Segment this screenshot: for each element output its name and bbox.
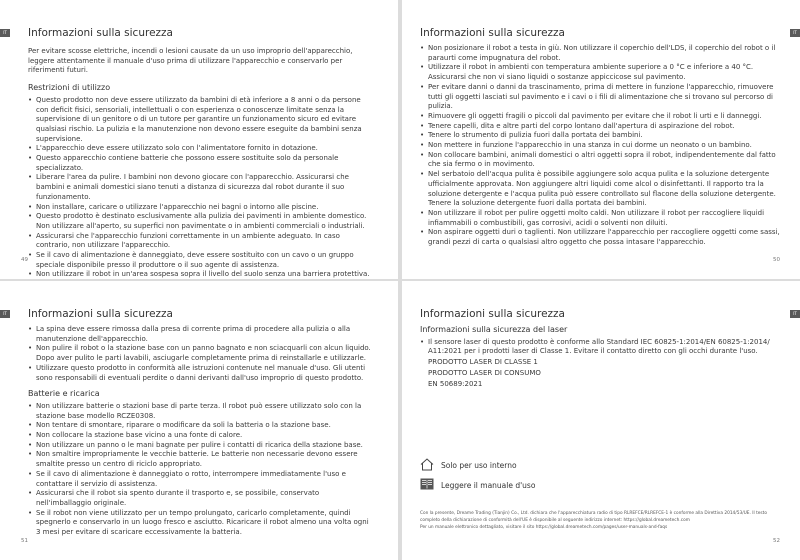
section-heading: Restrizioni di utilizzo (28, 83, 111, 93)
language-tab: IT (790, 29, 800, 37)
page-title: Informazioni sulla sicurezza (420, 308, 565, 320)
list-item: • Non utilizzare il robot in un'area sospesa sopra il livello del suolo senza una barriera protettiva. (28, 270, 373, 279)
list-item: • Nel serbatoio dell'acqua pulita è possibile aggiungere solo acqua pulita e la soluzione detergente ufficialmente approvata. Non aggiungere altri liquidi come alcol o disinfettanti. Il rapporto tra la soluzione detergente e l'acqua pulita può essere controllato sul flacone della soluzione detergente. Tenere la soluzione detergente fuori dalla portata dei bambini. (420, 170, 780, 209)
intro-paragraph: Per evitare scosse elettriche, incendi o lesioni causate da un uso improprio dell'apparecchio, leggere attentamente il manuale d'uso prima di utilizzare l'apparecchio e conservarlo per riferimenti futuri. (28, 47, 353, 75)
list-item: • Se il cavo di alimentazione è danneggiato o rotto, interrompere immediatamente l'uso e contattare il servizio di assistenza. (28, 470, 373, 489)
manual-page-50 (402, 0, 800, 279)
house-icon (420, 458, 441, 473)
language-tab: IT (790, 310, 800, 318)
list-item: • Se il cavo di alimentazione è danneggiato, deve essere sostituito con un cavo o un gruppo speciale disponibile presso il produttore o il suo agente di assistenza. (28, 251, 373, 270)
list-item: • Per evitare danni o danni da trascinamento, prima di mettere in funzione l'apparecchio, rimuovere tutti gli oggetti lasciati sul pavimento e i cavi o i fili di alimentazione che si trovano sul percorso di pulizia. (420, 83, 780, 112)
language-tab: IT (0, 310, 10, 318)
usage-restrictions-list (28, 96, 373, 279)
book-icon (420, 478, 441, 492)
section-heading: Batterie e ricarica (28, 389, 100, 399)
manual-page-49 (0, 0, 398, 279)
laser-standard-label: EN 50689:2021 (428, 380, 483, 389)
list-item: • Non utilizzare un panno o le mani bagnate per pulire i contatti di ricarica della stazione base. (28, 441, 373, 451)
list-item: • Utilizzare questo prodotto in conformità alle istruzioni contenute nel manuale d'uso. Gli utenti sono responsabili di eventuali perdite o danni derivanti dall'uso improprio di questo prodotto. (28, 364, 373, 383)
laser-consumer-label: PRODOTTO LASER DI CONSUMO (428, 369, 541, 378)
list-item: • Non mettere in funzione l'apparecchio in una stanza in cui dorme un neonato o un bambino. (420, 141, 780, 151)
maintenance-list (28, 325, 373, 383)
list-item: • Assicurarsi che il robot sia spento durante il trasporto e, se possibile, conservato nell'imballaggio originale. (28, 489, 373, 508)
indoor-use-label: Solo per uso interno (441, 461, 517, 470)
laser-class-label: PRODOTTO LASER DI CLASSE 1 (428, 358, 538, 367)
list-item: • La spina deve essere rimossa dalla presa di corrente prima di procedere alla pulizia o alla manutenzione dell'apparecchio. (28, 325, 373, 344)
page-content (420, 44, 780, 248)
laser-list (420, 338, 780, 357)
page-title: Informazioni sulla sicurezza (28, 27, 173, 39)
page-title: Informazioni sulla sicurezza (28, 308, 173, 320)
page-number: 52 (773, 538, 780, 544)
list-item: • Questo prodotto non deve essere utilizzato da bambini di età inferiore a 8 anni o da persone con deficit fisici, sensoriali, intellettuali o con esperienza o conoscenze limitate senza la supervisione di un genitore o di un tutore per garantire un funzionamento sicuro ed evitare qualsiasi rischio. La pulizia e la manutenzione non devono essere eseguite da bambini senza supervisione. (28, 96, 373, 145)
indoor-use-row (420, 458, 517, 473)
list-item: • Rimuovere gli oggetti fragili o piccoli dal pavimento per evitare che il robot li urti e li danneggi. (420, 112, 780, 122)
section-heading: Informazioni sulla sicurezza del laser (420, 325, 568, 334)
battery-charging-list (28, 402, 373, 538)
list-item: • Non collocare bambini, animali domestici o altri oggetti sopra il robot, indipendentemente dal fatto che sia fermo o in movimento. (420, 151, 780, 170)
conformity-declaration: Con la presente, Dreame Trading (Tianjin) Co., Ltd. dichiara che l'apparecchiatura radio di tipo RLREFCE/RLREFCE-1 è conforme alla Direttiva 2014/53/UE. Il testo completo della dichiarazione di conformità dell'UE è disponibile al seguente indirizzo internet: https://global.dreametech.com (420, 511, 767, 523)
list-item: • Questo apparecchio contiene batterie che possono essere sostituite solo da personale specializzato. (28, 154, 373, 173)
manual-link-note: Per un manuale elettronico dettagliato, visitare il sito https://global.dreametech.com/pages/user-manuals-and-faqs (420, 525, 668, 530)
page-content (420, 325, 780, 390)
list-item: • Non posizionare il robot a testa in giù. Non utilizzare il coperchio dell'LDS, il coperchio del robot o il paraurti come impugnatura del robot. (420, 44, 780, 63)
list-item: • Tenere lo strumento di pulizia fuori dalla portata dei bambini. (420, 131, 780, 141)
list-item: • Non tentare di smontare, riparare o modificare da soli la batteria o la stazione base. (28, 421, 373, 431)
list-item: • Assicurarsi che l'apparecchio funzioni correttamente in un ambiente adeguato. In caso contrario, non utilizzare l'apparecchio. (28, 232, 373, 251)
list-item: • Non pulire il robot o la stazione base con un panno bagnato e non sciacquarli con alcun liquido. Dopo aver pulito le parti lavabili, asciugarle completamente prima di reinstallarle e utilizzarle. (28, 344, 373, 363)
list-item: • Utilizzare il robot in ambienti con temperatura ambiente superiore a 0 °C e inferiore a 40 °C. Assicurarsi che non vi siano liquidi o sostanze appiccicose sul pavimento. (420, 63, 780, 82)
list-item: • Questo prodotto è destinato esclusivamente alla pulizia dei pavimenti in ambiente domestico. Non utilizzare all'aperto, su superfici non pavimentate o in ambienti commerciali o industriali. (28, 212, 373, 231)
manual-page-52 (402, 281, 800, 560)
list-item: • Non aspirare oggetti duri o taglienti. Non utilizzare l'apparecchio per raccogliere oggetti come sassi, grandi pezzi di carta o qualsiasi altro oggetto che possa intasare l'apparecchio. (420, 228, 780, 247)
read-manual-label: Leggere il manuale d'uso (441, 480, 536, 490)
page-content (28, 325, 373, 538)
read-manual-row (420, 478, 535, 492)
page-title: Informazioni sulla sicurezza (420, 27, 565, 39)
page-number: 51 (21, 538, 28, 544)
safety-list (420, 44, 780, 248)
list-item: • Tenere capelli, dita e altre parti del corpo lontano dall'apertura di aspirazione del robot. (420, 122, 780, 132)
list-item: • Liberare l'area da pulire. I bambini non devono giocare con l'apparecchio. Assicurarsi che bambini e animali domestici siano tenuti a distanza di sicurezza dal robot durante il suo funzionamento. (28, 173, 373, 202)
list-item: • Il sensore laser di questo prodotto è conforme allo Standard IEC 60825-1:2014/EN 60825-1:2014/ A11:2021 per i prodotti laser di Classe 1. Evitare il contatto diretto con gli occhi durante l'uso. (420, 338, 780, 357)
page-content (28, 47, 373, 279)
list-item: • Se il robot non viene utilizzato per un tempo prolungato, caricarlo completamente, quindi spegnerlo e conservarlo in un luogo fresco e asciutto. Ricaricare il robot almeno una volta ogni 3 mesi per evitare di scaricare eccessivamente la batteria. (28, 509, 373, 538)
list-item: • Non installare, caricare o utilizzare l'apparecchio nei bagni o intorno alle piscine. (28, 203, 373, 213)
laser-labels (420, 357, 780, 390)
manual-page-51 (0, 281, 398, 560)
language-tab: IT (0, 29, 10, 37)
page-number: 50 (773, 257, 780, 263)
list-item: • Non collocare la stazione base vicino a una fonte di calore. (28, 431, 373, 441)
list-item: • Non utilizzare il robot per pulire oggetti molto caldi. Non utilizzare il robot per raccogliere liquidi infiammabili o combustibili, gas corrosivi, acidi o solventi non diluiti. (420, 209, 780, 228)
list-item: • Non utilizzare batterie o stazioni base di parte terza. Il robot può essere utilizzato solo con la stazione base modello RCZE0308. (28, 402, 373, 421)
footer-notes (420, 510, 780, 531)
list-item: • L'apparecchio deve essere utilizzato solo con l'alimentatore fornito in dotazione. (28, 144, 373, 154)
list-item: • Non smaltire impropriamente le vecchie batterie. Le batterie non necessarie devono essere smaltite presso un centro di riciclo appropriato. (28, 450, 373, 469)
page-number: 49 (21, 257, 28, 263)
